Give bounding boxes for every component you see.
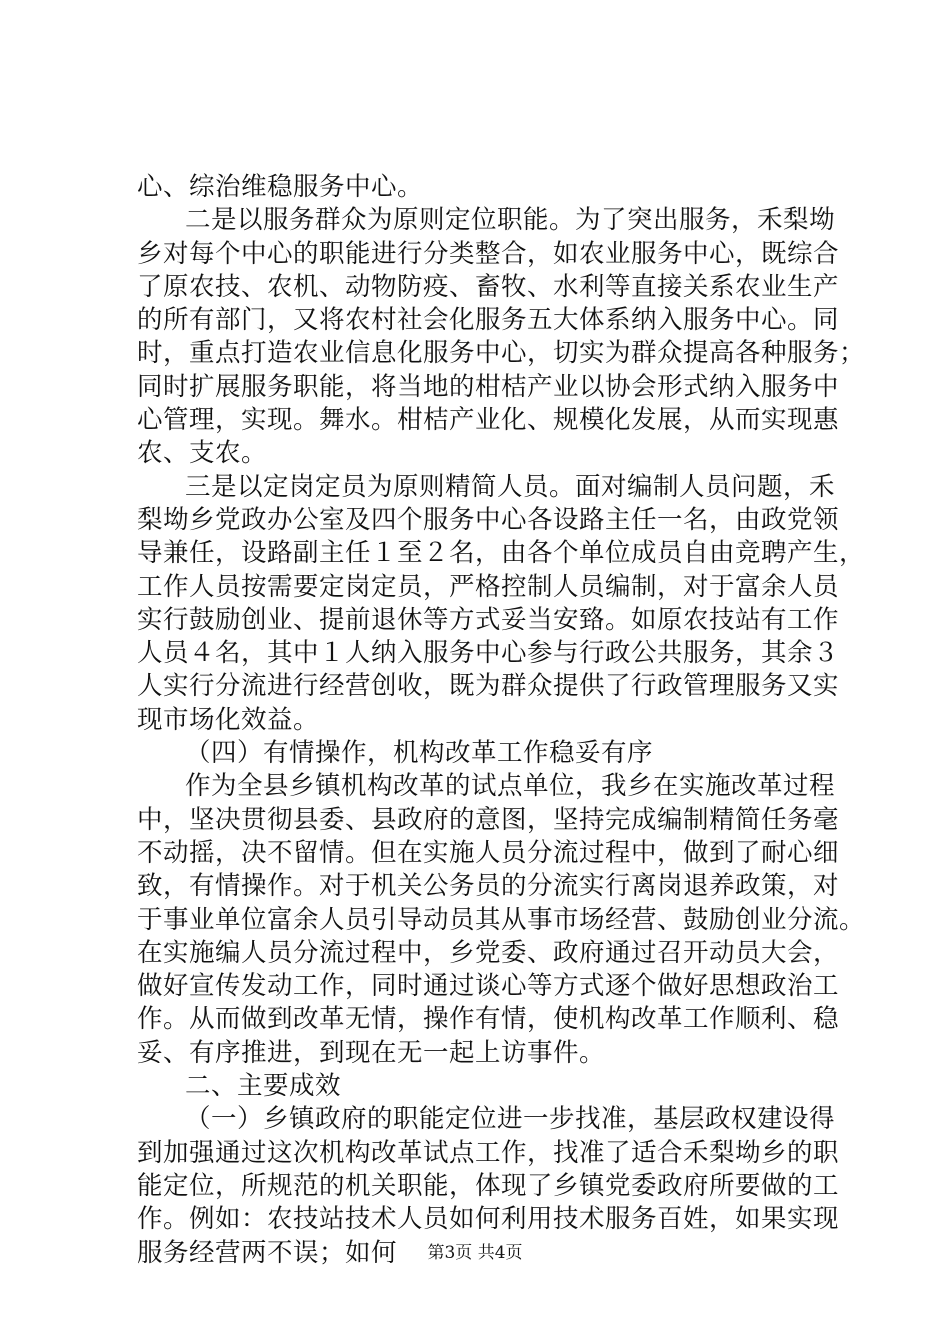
text-line: 不动摇，决不留情。但在实施人员分流过程中，做到了耐心细 [137, 837, 840, 868]
text-line: 做好宣传发动工作，同时通过谈心等方式逐个做好思想政治工 [137, 971, 840, 1002]
text-line: 实行鼓励创业、提前退休等方式妥当安臵。如原农技站有工作 [137, 604, 840, 635]
text-line: 服务经营两不误；如何 [137, 1237, 398, 1268]
text-line: 的所有部门，又将农村社会化服务五大体系纳入服务中心。同 [137, 305, 840, 336]
text-line: 到加强通过这次机构改革试点工作，找准了适合禾梨坳乡的职 [137, 1137, 840, 1168]
text-line: 能定位，所规范的机关职能，体现了乡镇党委政府所要做的工 [137, 1170, 840, 1201]
text-line: （一）乡镇政府的职能定位进一步找准，基层政权建设得 [185, 1104, 836, 1135]
text-line: 妥、有序推进，到现在无一起上访事件。 [137, 1037, 606, 1068]
text-line: 梨坳乡党政办公室及四个服务中心各设路主任一名，由政党领 [137, 504, 840, 535]
text-line: 于事业单位富余人员引导动员其从事市场经营、鼓励创业分流。 [137, 904, 866, 935]
document-body [137, 171, 866, 1270]
text-line: 导兼任，设路副主任１至２名，由各个单位成员自由竞聘产生， [137, 538, 866, 569]
text-line: 心、综治维稳服务中心。 [137, 172, 424, 202]
text-line: 作为全县乡镇机构改革的试点单位，我乡在实施改革过程 [185, 771, 836, 802]
text-line: 同时扩展服务职能，将当地的柑桔产业以协会形式纳入服务中 [137, 371, 840, 402]
text-line: 作。例如：农技站技术人员如何利用技术服务百姓，如果实现 [137, 1204, 840, 1235]
text-line: 人员４名，其中１人纳入服务中心参与行政公共服务，其余３ [137, 638, 840, 669]
text-line: 二、主要成效 [185, 1071, 342, 1102]
text-line: 作。从而做到改革无情，操作有情，使机构改革工作顺利、稳 [137, 1004, 840, 1035]
text-line: 工作人员按需要定岗定员，严格控制人员编制，对于富余人员 [137, 571, 840, 602]
text-line: 二是以服务群众为原则定位职能。为了突出服务，禾梨坳 [185, 205, 836, 236]
page-number-label: 第3页 共4页 [427, 1243, 523, 1263]
text-line: 了原农技、农机、动物防疫、畜牧、水利等直接关系农业生产 [137, 271, 840, 302]
text-line: （四）有情操作，机构改革工作稳妥有序 [185, 738, 654, 769]
text-line: 在实施编人员分流过程中，乡党委、政府通过召开动员大会， [137, 937, 840, 968]
text-line: 三是以定岗定员为原则精简人员。面对编制人员问题，禾 [185, 471, 836, 502]
text-line: 致，有情操作。对于机关公务员的分流实行离岗退养政策，对 [137, 871, 840, 902]
text-line: 时，重点打造农业信息化服务中心，切实为群众提高各种服务； [137, 338, 866, 369]
text-line: 人实行分流进行经营创收，既为群众提供了行政管理服务又实 [137, 671, 840, 702]
text-line: 乡对每个中心的职能进行分类整合，如农业服务中心，既综合 [137, 238, 840, 269]
page-footer [0, 1242, 950, 1264]
text-line: 农、支农。 [137, 438, 268, 469]
text-line: 现市场化效益。 [137, 704, 320, 735]
text-line: 心管理，实现。舞水。柑桔产业化、规模化发展，从而实现惠 [137, 405, 840, 436]
text-line: 中，坚决贯彻县委、县政府的意图，坚持完成编制精简任务毫 [137, 804, 840, 835]
